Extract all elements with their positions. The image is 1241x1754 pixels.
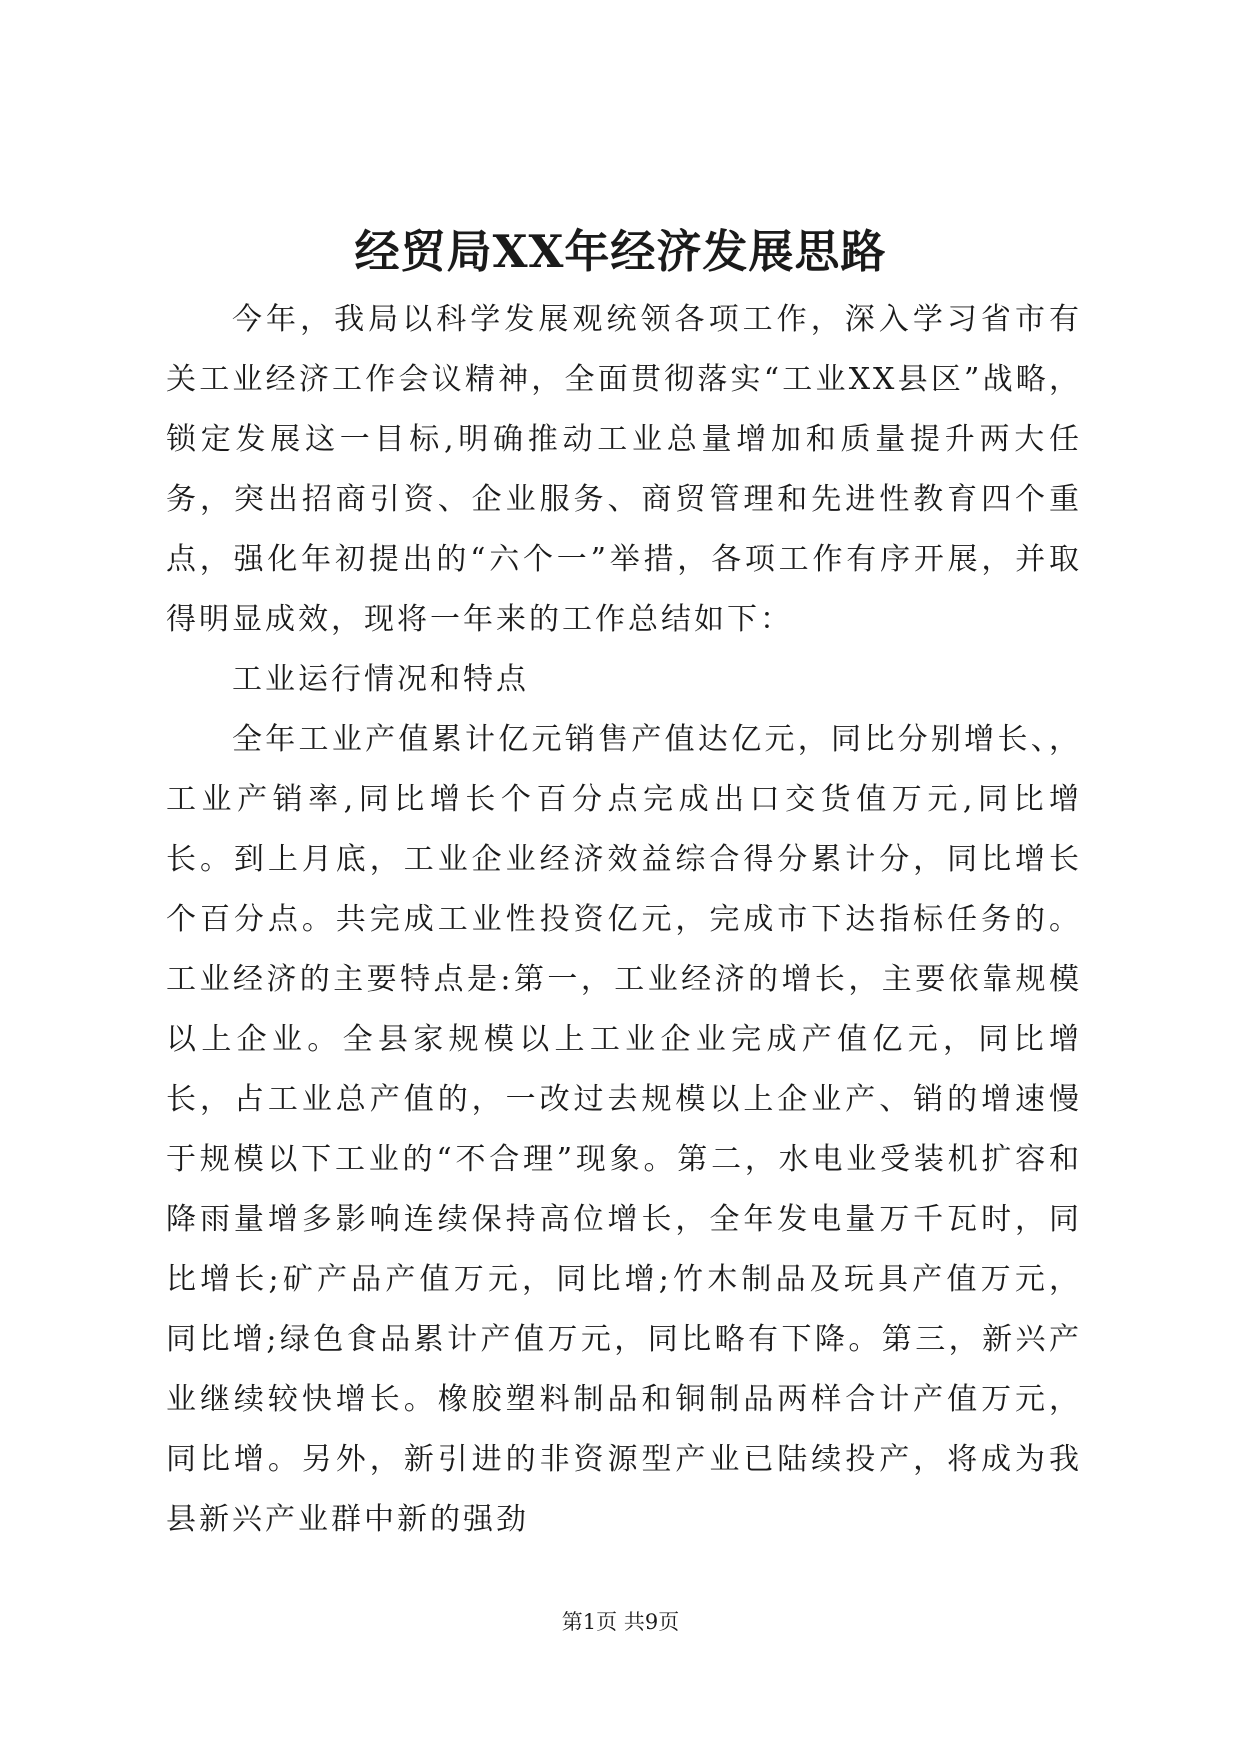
document-body <box>166 290 1082 1550</box>
page-number: 第1页 共9页 <box>561 1610 680 1634</box>
section-heading: 工业运行情况和特点 <box>232 662 529 697</box>
paragraph-intro: 今年，我局以科学发展观统领各项工作，深入学习省市有关工业经济工作会议精神，全面贯彻落实“工业XX县区”战略，锁定发展这一目标,明确推动工业总量增加和质量提升两大任务，突出招商引资、企业服务、商贸管理和先进性教育四个重点，强化年初提出的“六个一”举措，各项工作有序开展，并取得明显成效，现将一年来的工作总结如下： <box>166 302 1082 637</box>
document-title: 经贸局XX年经济发展思路 <box>354 225 887 278</box>
paragraph-industry: 全年工业产值累计亿元销售产值达亿元，同比分别增长、，工业产销率,同比增长个百分点完成出口交货值万元,同比增长。到上月底，工业企业经济效益综合得分累计分，同比增长个百分点。共完成工业性投资亿元，完成市下达指标任务的。工业经济的主要特点是:第一，工业经济的增长，主要依靠规模以上企业。全县家规模以上工业企业完成产值亿元，同比增长，占工业总产值的，一改过去规模以上企业产、销的增速慢于规模以下工业的“不合理”现象。第二，水电业受装机扩容和降雨量增多影响连续保持高位增长，全年发电量万千瓦时，同比增长;矿产品产值万元，同比增;竹木制品及玩具产值万元，同比增;绿色食品累计产值万元，同比略有下降。第三，新兴产业继续较快增长。橡胶塑料制品和铜制品两样合计产值万元，同比增。另外，新引进的非资源型产业已陆续投产，将成为我县新兴产业群中新的强劲 <box>166 722 1082 1537</box>
